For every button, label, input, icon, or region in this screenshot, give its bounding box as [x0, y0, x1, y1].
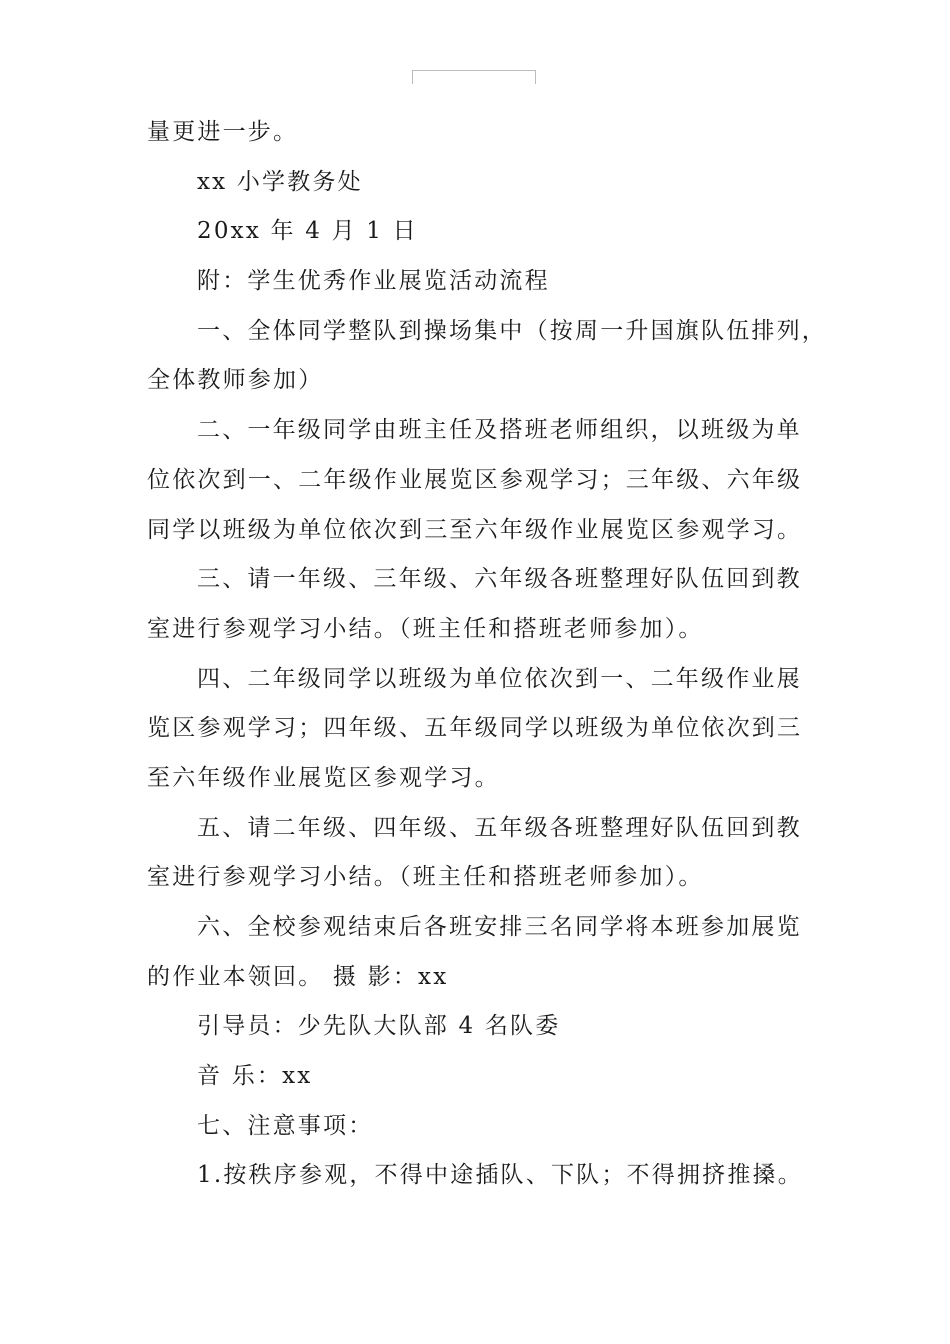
text-line: 三、请一年级、三年级、六年级各班整理好队伍回到教 [197, 566, 802, 593]
text-line: 一、全体同学整队到操场集中（按周一升国旗队伍排列， [197, 317, 827, 344]
text-line: 20xx 年 4 月 1 日 [197, 218, 418, 245]
text-line: 五、请二年级、四年级、五年级各班整理好队伍回到教 [197, 814, 802, 841]
text-line: 位依次到一、二年级作业展览区参观学习；三年级、六年级 [147, 466, 803, 493]
text-line: 至六年级作业展览区参观学习。 [147, 764, 500, 791]
text-line: 室进行参观学习小结。（班主任和搭班老师参加）。 [147, 615, 704, 642]
text-line: 六、全校参观结束后各班安排三名同学将本班参加展览 [197, 914, 802, 940]
text-line: 音 乐：xx [197, 1063, 313, 1090]
text-line: 引导员：少先队大队部 4 名队委 [197, 1013, 561, 1040]
text-line: 全体教师参加） [147, 367, 324, 394]
text-line: 览区参观学习；四年级、五年级同学以班级为单位依次到三 [147, 715, 803, 742]
text-line: 七、注意事项： [197, 1112, 374, 1139]
page-header-mark [412, 70, 536, 84]
document-body [147, 108, 827, 1201]
text-line: 1.按秩序参观，不得中途插队、下队；不得拥挤推搡。 [197, 1162, 803, 1189]
text-line: 量更进一步。 [147, 119, 299, 145]
text-line: 二、一年级同学由班主任及搭班老师组织，以班级为单 [197, 417, 802, 444]
text-line: 的作业本领回。 摄 影：xx [147, 963, 449, 990]
text-line: 附：学生优秀作业展览活动流程 [197, 268, 550, 295]
text-line: 同学以班级为单位依次到三至六年级作业展览区参观学习。 [147, 516, 803, 543]
text-line: 室进行参观学习小结。（班主任和搭班老师参加）。 [147, 864, 704, 891]
text-line: 四、二年级同学以班级为单位依次到一、二年级作业展 [197, 665, 802, 692]
text-line: xx 小学教务处 [197, 168, 363, 195]
